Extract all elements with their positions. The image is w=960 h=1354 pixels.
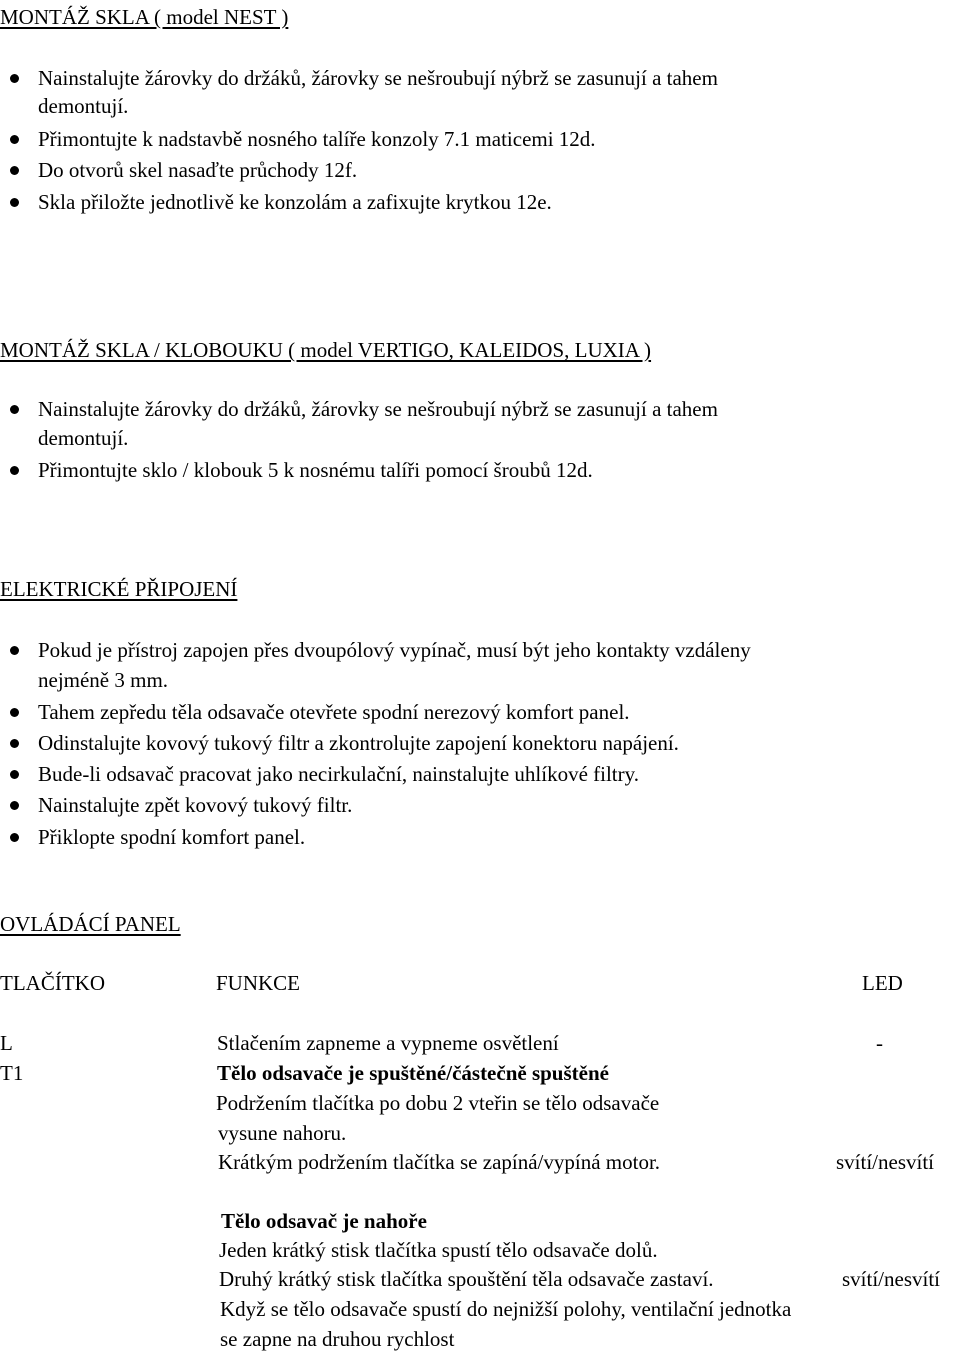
- list-item: Bude-li odsavač pracovat jako necirkulační, nainstalujte uhlíkové filtry.: [38, 762, 640, 786]
- list-item: Skla přiložte jednotlivě ke konzolám a zafixujte krytkou 12e.: [38, 190, 552, 214]
- list-item: Nainstalujte žárovky do držáků, žárovky se nešroubují nýbrž se zasunují a tahem: [38, 397, 718, 421]
- bullet: [10, 198, 19, 207]
- function-text: Stlačením zapneme a vypneme osvětlení: [217, 1031, 559, 1055]
- function-text: Druhý krátký stisk tlačítka spouštění těla odsavače zastaví.: [219, 1267, 714, 1291]
- section-heading-panel: OVLÁDÁCÍ PANEL: [0, 912, 181, 936]
- bullet: [10, 801, 19, 810]
- section-heading-vertigo: MONTÁŽ SKLA / KLOBOUKU ( model VERTIGO, KALEIDOS, LUXIA ): [0, 338, 652, 362]
- bullet: [10, 466, 19, 475]
- button-key: L: [0, 1031, 13, 1055]
- section-heading-nest: MONTÁŽ SKLA ( model NEST ): [0, 5, 289, 29]
- list-item: Přimontujte k nadstavbě nosného talíře konzoly 7.1 maticemi 12d.: [38, 127, 596, 151]
- function-text: Krátkým podržením tlačítka se zapíná/vypíná motor.: [218, 1150, 661, 1174]
- function-text: Podržením tlačítka po dobu 2 vteřin se tělo odsavače: [216, 1091, 660, 1115]
- list-item: Nainstalujte žárovky do držáků, žárovky se nešroubují nýbrž se zasunují a tahem: [38, 66, 718, 90]
- list-item: Pokud je přístroj zapojen přes dvoupólový vypínač, musí být jeho kontakty vzdáleny: [38, 638, 751, 662]
- function-subheading: Tělo odsavač je nahoře: [221, 1209, 427, 1233]
- bullet: [10, 770, 19, 779]
- bullet: [10, 74, 19, 83]
- list-item-continuation: demontují.: [38, 426, 129, 450]
- button-key: T1: [0, 1061, 24, 1085]
- led-state: -: [876, 1031, 883, 1055]
- function-text: Jeden krátký stisk tlačítka spustí tělo odsavače dolů.: [219, 1238, 658, 1262]
- bullet: [10, 135, 19, 144]
- bullet: [10, 739, 19, 748]
- bullet: [10, 405, 19, 414]
- bullet: [10, 708, 19, 717]
- bullet: [10, 166, 19, 175]
- bullet: [10, 833, 19, 842]
- list-item-continuation: demontují.: [38, 94, 129, 118]
- function-text: Když se tělo odsavače spustí do nejnižší polohy, ventilační jednotka: [220, 1297, 792, 1321]
- col-header-function: FUNKCE: [216, 971, 301, 995]
- section-heading-electric: ELEKTRICKÉ PŘIPOJENÍ: [0, 577, 238, 601]
- list-item: Do otvorů skel nasaďte průchody 12f.: [38, 158, 358, 182]
- list-item: Nainstalujte zpět kovový tukový filtr.: [38, 793, 353, 817]
- led-state: svítí/nesvítí: [836, 1150, 935, 1174]
- col-header-button: TLAČÍTKO: [0, 971, 105, 995]
- list-item: Tahem zepředu těla odsavače otevřete spodní nerezový komfort panel.: [38, 700, 630, 724]
- col-header-led: LED: [862, 971, 903, 995]
- led-state: svítí/nesvítí: [842, 1267, 941, 1291]
- function-text: se zapne na druhou rychlost: [220, 1327, 455, 1351]
- function-text: Tělo odsavače je spuštěné/částečně spuštěné: [217, 1061, 609, 1085]
- list-item: Přiklopte spodní komfort panel.: [38, 825, 306, 849]
- function-text: vysune nahoru.: [218, 1121, 347, 1145]
- list-item: Odinstalujte kovový tukový filtr a zkontrolujte zapojení konektoru napájení.: [38, 731, 679, 755]
- list-item: Přimontujte sklo / klobouk 5 k nosnému talíři pomocí šroubů 12d.: [38, 458, 593, 482]
- list-item-continuation: nejméně 3 mm.: [38, 668, 169, 692]
- bullet: [10, 646, 19, 655]
